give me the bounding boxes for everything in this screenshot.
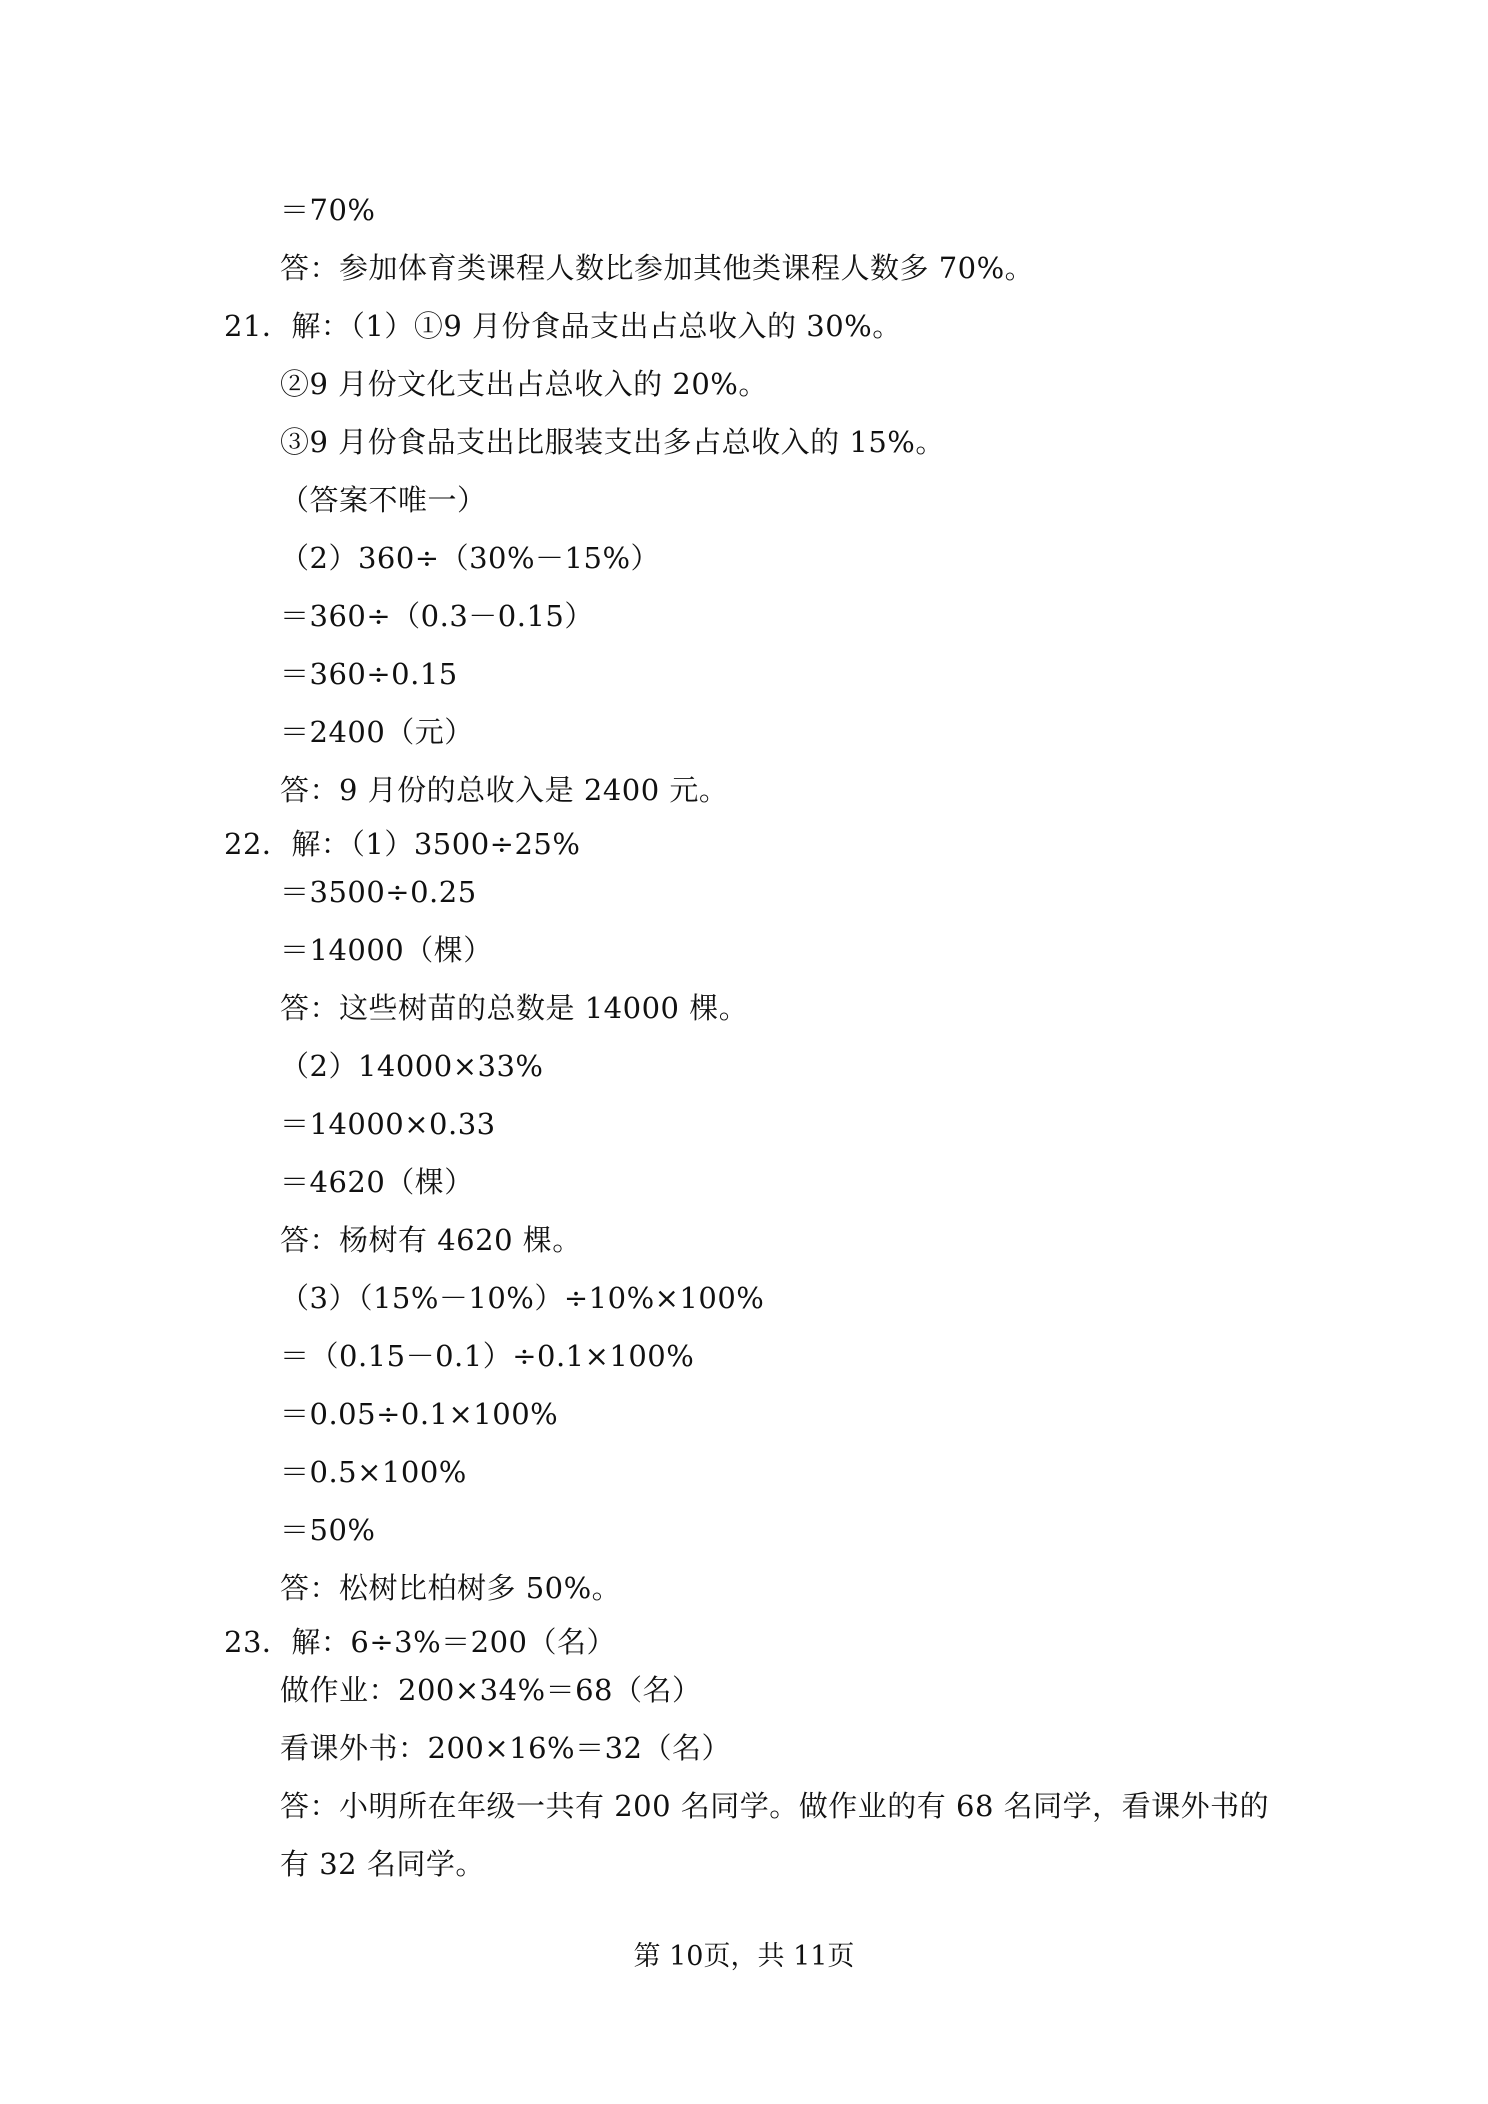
equation-line: 看课外书：200×16%＝32（名） [280,1731,732,1765]
equation-line: （2）14000×33% [280,1049,544,1083]
equation-line: ＝70% [280,193,376,227]
equation-line: ＝14000×0.33 [280,1107,496,1141]
answer-line: 答：小明所在年级一共有 200 名同学。做作业的有 68 名同学，看课外书的 [280,1789,1270,1823]
equation-line: ＝0.5×100% [280,1455,467,1489]
answer-line: 答：杨树有 4620 棵。 [280,1223,582,1257]
answer-line: 答：参加体育类课程人数比参加其他类课程人数多 70%。 [280,251,1035,285]
equation-line: ＝14000（棵） [280,933,493,967]
page-number-footer: 第 10页，共 11页 [633,1941,855,1972]
problem-23-heading: 23．解：6÷3%＝200（名） [224,1625,617,1659]
equation-line: ＝360÷0.15 [280,657,458,691]
equation-line: ＝360÷（0.3－0.15） [280,599,594,633]
answer-line: ②9 月份文化支出占总收入的 20%。 [280,367,768,401]
equation-line: ＝50% [280,1513,376,1547]
equation-line: ＝2400（元） [280,715,474,749]
equation-line: ＝4620（棵） [280,1165,474,1199]
equation-line: ＝（0.15－0.1）÷0.1×100% [280,1339,695,1373]
problem-21-heading: 21．解：（1）①9 月份食品支出占总收入的 30%。 [224,309,902,343]
equation-line: ＝0.05÷0.1×100% [280,1397,559,1431]
answer-line: 答：这些树苗的总数是 14000 棵。 [280,991,749,1025]
answer-line: 答：松树比柏树多 50%。 [280,1571,622,1605]
answer-line: 有 32 名同学。 [280,1847,485,1881]
note-line: （答案不唯一） [280,483,487,517]
equation-line: （3）（15%－10%）÷10%×100% [280,1281,765,1315]
answer-line: ③9 月份食品支出比服装支出多占总收入的 15%。 [280,425,945,459]
answer-line: 答：9 月份的总收入是 2400 元。 [280,773,729,807]
equation-line: ＝3500÷0.25 [280,875,477,909]
equation-line: （2）360÷（30%－15%） [280,541,661,575]
problem-22-heading: 22．解：（1）3500÷25% [224,827,581,861]
equation-line: 做作业：200×34%＝68（名） [280,1673,702,1707]
